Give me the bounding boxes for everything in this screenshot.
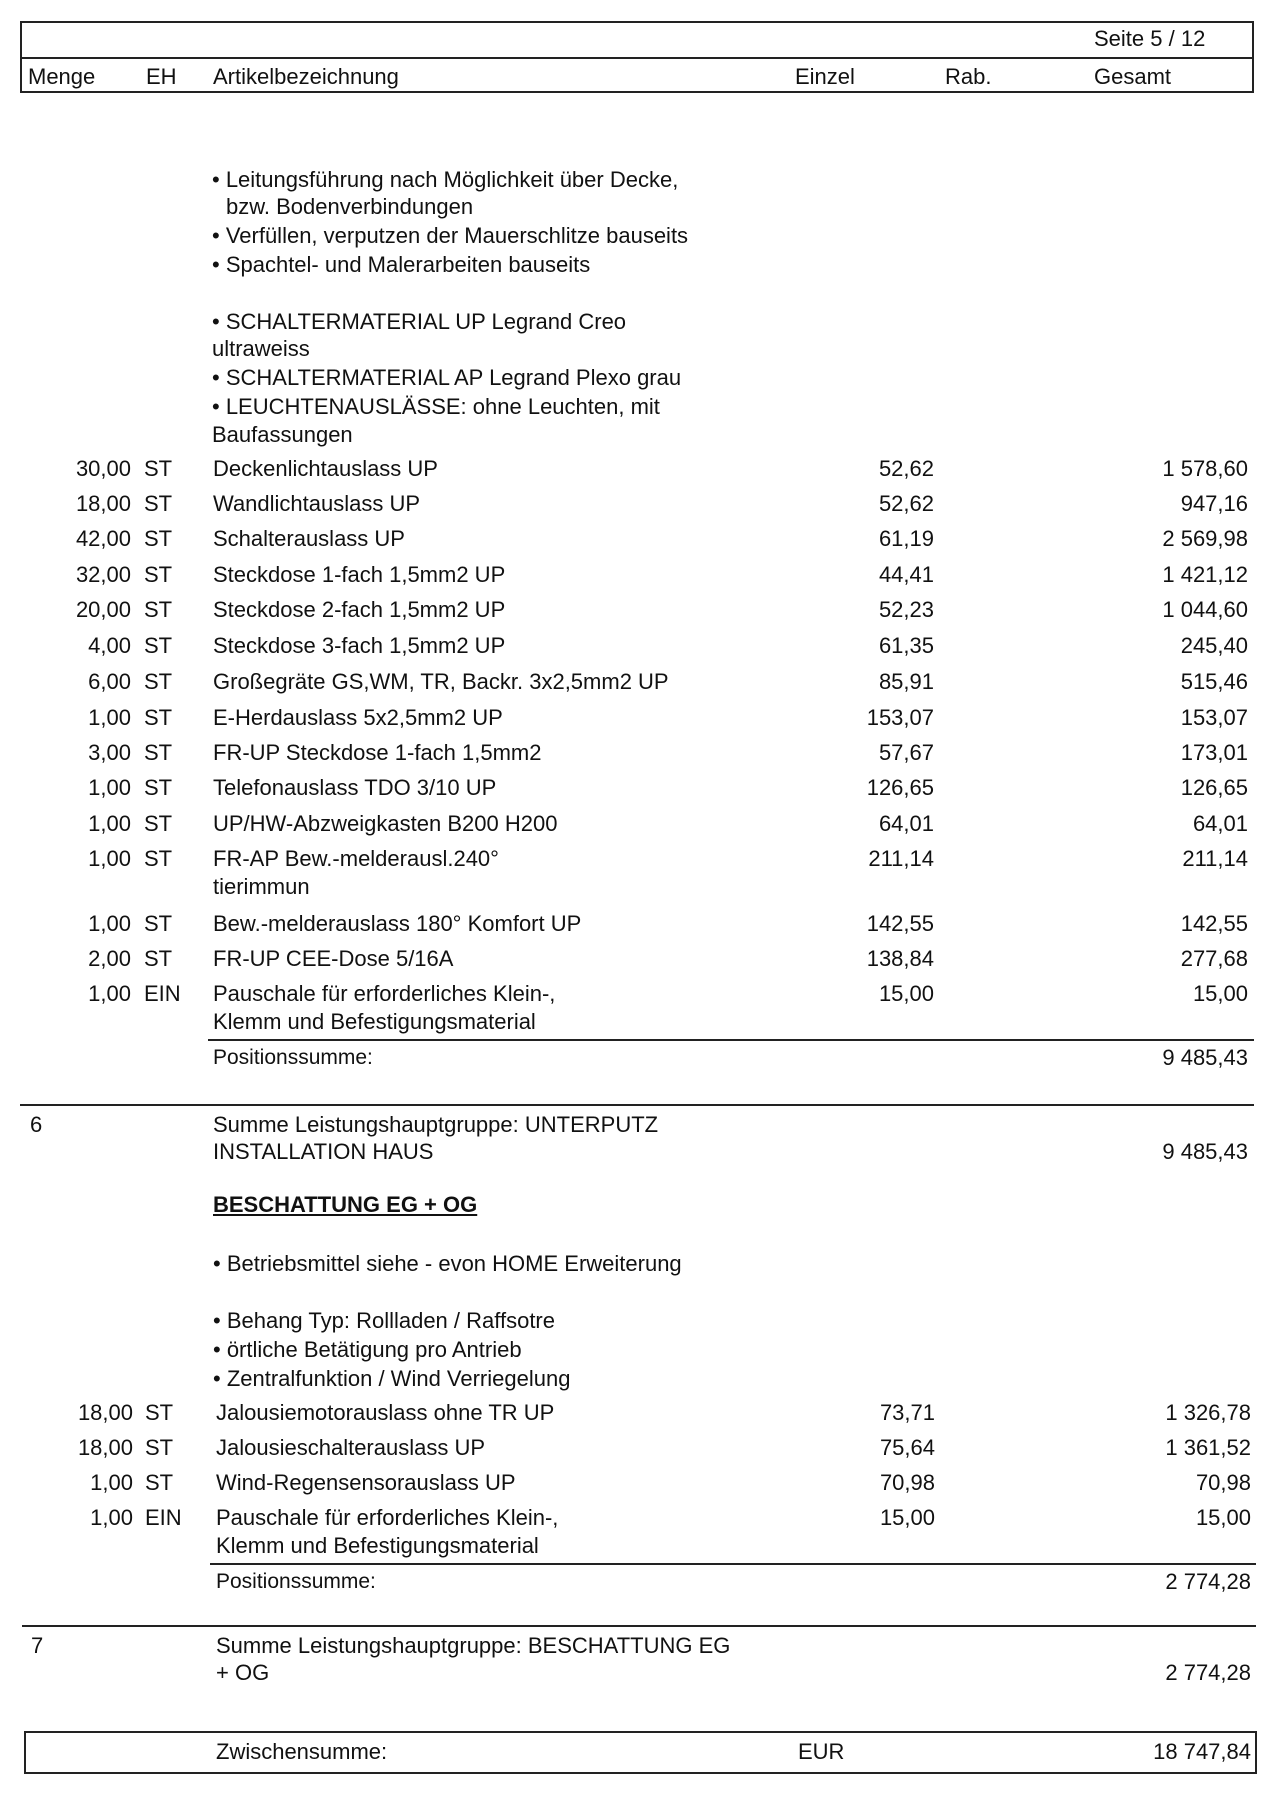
item-description: Jalousieschalterauslass UP — [216, 1435, 486, 1460]
item-quantity: 1,00 — [88, 705, 131, 730]
item-unit-price: 153,07 — [866, 705, 934, 730]
column-header-gesamt: Gesamt — [1094, 64, 1172, 89]
group-divider — [20, 1104, 1254, 1106]
item-unit: ST — [144, 705, 173, 730]
column-header-menge: Menge — [28, 64, 96, 89]
note-line: • Leitungsführung nach Möglichkeit über Decke, — [212, 167, 679, 192]
item-description: Jalousiemotorauslass ohne TR UP — [216, 1400, 555, 1425]
item-quantity: 30,00 — [75, 456, 131, 481]
item-total: 173,01 — [1180, 740, 1248, 765]
item-description-line2: tierimmun — [213, 874, 310, 899]
column-header-artikel: Artikelbezeichnung — [213, 64, 399, 89]
subtotal-label: Zwischensumme: — [216, 1739, 388, 1764]
item-quantity: 1,00 — [88, 981, 131, 1006]
subtotal-divider — [210, 1563, 1256, 1565]
position-sum-value: 2 774,28 — [1165, 1569, 1251, 1594]
item-quantity: 1,00 — [90, 1505, 133, 1530]
item-unit-price: 61,35 — [878, 633, 934, 658]
item-description-line2: Klemm und Befestigungsmaterial — [213, 1009, 536, 1034]
item-unit: ST — [144, 562, 173, 587]
item-unit-price: 52,62 — [878, 491, 934, 516]
item-quantity: 3,00 — [88, 740, 131, 765]
note-line: • örtliche Betätigung pro Antrieb — [213, 1337, 522, 1362]
item-description: Pauschale für erforderliches Klein-, — [213, 981, 556, 1006]
item-unit-price: 61,19 — [878, 526, 934, 551]
item-quantity: 18,00 — [75, 491, 131, 516]
group-sum-label-line2: + OG — [216, 1660, 270, 1685]
position-sum-label: Positionssumme: — [213, 1046, 373, 1069]
item-description: E-Herdauslass 5x2,5mm2 UP — [213, 705, 503, 730]
note-line: • Spachtel- und Malerarbeiten bauseits — [212, 252, 591, 277]
note-line: • Zentralfunktion / Wind Verriegelung — [213, 1366, 571, 1391]
item-description: FR-UP Steckdose 1-fach 1,5mm2 — [213, 740, 542, 765]
position-sum-value: 9 485,43 — [1162, 1045, 1248, 1070]
position-sum-label: Positionssumme: — [216, 1570, 376, 1593]
item-total: 2 569,98 — [1162, 526, 1248, 551]
item-quantity: 6,00 — [88, 669, 131, 694]
item-description: Steckdose 1-fach 1,5mm2 UP — [213, 562, 506, 587]
item-total: 142,55 — [1180, 911, 1248, 936]
group-sum-label: Summe Leistungshauptgruppe: UNTERPUTZ — [213, 1112, 659, 1137]
item-total: 1 578,60 — [1162, 456, 1248, 481]
item-total: 1 421,12 — [1162, 562, 1248, 587]
note-line: • SCHALTERMATERIAL UP Legrand Creo — [212, 309, 627, 334]
subtotal-divider — [208, 1039, 1254, 1041]
column-header-eh: EH — [146, 64, 177, 89]
note-line: • Betriebsmittel siehe - evon HOME Erweiterung — [213, 1251, 682, 1276]
item-unit-price: 73,71 — [879, 1400, 935, 1425]
item-total: 15,00 — [1195, 1505, 1251, 1530]
group-number: 7 — [31, 1633, 44, 1658]
item-unit: ST — [145, 1400, 174, 1425]
item-total: 515,46 — [1180, 669, 1248, 694]
item-description: FR-UP CEE-Dose 5/16A — [213, 946, 454, 971]
item-description: Großegräte GS,WM, TR, Backr. 3x2,5mm2 UP — [213, 669, 669, 694]
item-unit: ST — [144, 811, 173, 836]
item-description-line2: Klemm und Befestigungsmaterial — [216, 1533, 539, 1558]
item-description: FR-AP Bew.-melderausl.240° — [213, 846, 499, 871]
item-unit: ST — [144, 633, 173, 658]
item-unit: ST — [144, 775, 173, 800]
subtotal-value: 18 747,84 — [1153, 1739, 1251, 1764]
item-quantity: 32,00 — [75, 562, 131, 587]
item-quantity: 1,00 — [88, 775, 131, 800]
item-quantity: 1,00 — [88, 811, 131, 836]
item-unit: ST — [145, 1435, 174, 1460]
note-line: • Behang Typ: Rollladen / Raffsotre — [213, 1308, 555, 1333]
item-total: 126,65 — [1180, 775, 1248, 800]
item-unit-price: 142,55 — [866, 911, 934, 936]
note-line: Baufassungen — [212, 422, 353, 447]
item-unit-price: 15,00 — [879, 1505, 935, 1530]
item-quantity: 4,00 — [88, 633, 131, 658]
item-total: 947,16 — [1180, 491, 1248, 516]
item-unit-price: 126,65 — [866, 775, 934, 800]
item-description: Deckenlichtauslass UP — [213, 456, 438, 481]
item-unit-price: 64,01 — [878, 811, 934, 836]
item-unit-price: 44,41 — [878, 562, 934, 587]
item-quantity: 18,00 — [77, 1400, 133, 1425]
note-line: bzw. Bodenverbindungen — [226, 194, 474, 219]
group-sum-label: Summe Leistungshauptgruppe: BESCHATTUNG EG — [216, 1633, 731, 1658]
item-total: 70,98 — [1195, 1470, 1251, 1495]
item-unit-price: 85,91 — [878, 669, 934, 694]
group-divider — [22, 1625, 1256, 1627]
item-total: 1 326,78 — [1165, 1400, 1251, 1425]
group-sum-value: 2 774,28 — [1165, 1660, 1251, 1685]
item-unit-price: 15,00 — [878, 981, 934, 1006]
item-unit: EIN — [144, 981, 181, 1006]
item-total: 277,68 — [1180, 946, 1248, 971]
group-sum-label-line2: INSTALLATION HAUS — [213, 1139, 434, 1164]
subtotal-box — [24, 1731, 1257, 1774]
item-total: 1 361,52 — [1165, 1435, 1251, 1460]
item-unit-price: 57,67 — [878, 740, 934, 765]
item-total: 245,40 — [1180, 633, 1248, 658]
item-unit-price: 52,62 — [878, 456, 934, 481]
note-line: • SCHALTERMATERIAL AP Legrand Plexo grau — [212, 365, 682, 390]
item-unit: ST — [144, 946, 173, 971]
item-quantity: 42,00 — [75, 526, 131, 551]
note-line: ultraweiss — [212, 336, 310, 361]
item-unit-price: 75,64 — [879, 1435, 935, 1460]
item-description: Steckdose 3-fach 1,5mm2 UP — [213, 633, 506, 658]
column-header-einzel: Einzel — [795, 64, 855, 89]
item-description: Wandlichtauslass UP — [213, 491, 421, 516]
page-number: Seite 5 / 12 — [1094, 26, 1206, 51]
item-total: 15,00 — [1192, 981, 1248, 1006]
item-unit-price: 52,23 — [878, 597, 934, 622]
group-sum-value: 9 485,43 — [1162, 1139, 1248, 1164]
item-unit: ST — [144, 491, 173, 516]
item-total: 211,14 — [1182, 846, 1248, 871]
item-unit: EIN — [145, 1505, 182, 1530]
item-quantity: 2,00 — [88, 946, 131, 971]
item-description: Telefonauslass TDO 3/10 UP — [213, 775, 497, 800]
item-unit: ST — [144, 669, 173, 694]
item-total: 64,01 — [1192, 811, 1248, 836]
item-unit: ST — [145, 1470, 174, 1495]
header-divider — [20, 57, 1254, 59]
item-unit: ST — [144, 526, 173, 551]
note-line: • LEUCHTENAUSLÄSSE: ohne Leuchten, mit — [212, 394, 660, 419]
note-line: • Verfüllen, verputzen der Mauerschlitze bauseits — [212, 223, 689, 248]
item-unit: ST — [144, 846, 173, 871]
section-title: BESCHATTUNG EG + OG — [213, 1192, 478, 1217]
item-unit-price: 211,14 — [868, 846, 934, 871]
item-unit-price: 70,98 — [879, 1470, 935, 1495]
item-description: Steckdose 2-fach 1,5mm2 UP — [213, 597, 506, 622]
item-unit: ST — [144, 740, 173, 765]
item-quantity: 20,00 — [75, 597, 131, 622]
item-quantity: 1,00 — [88, 846, 131, 871]
item-total: 1 044,60 — [1162, 597, 1248, 622]
item-unit: ST — [144, 911, 173, 936]
item-unit: ST — [144, 597, 173, 622]
group-number: 6 — [30, 1112, 43, 1137]
item-description: Wind-Regensensorauslass UP — [216, 1470, 516, 1495]
item-quantity: 1,00 — [88, 911, 131, 936]
item-description: UP/HW-Abzweigkasten B200 H200 — [213, 811, 558, 836]
item-quantity: 1,00 — [90, 1470, 133, 1495]
item-total: 153,07 — [1180, 705, 1248, 730]
item-quantity: 18,00 — [77, 1435, 133, 1460]
item-unit: ST — [144, 456, 173, 481]
column-header-rab: Rab. — [945, 64, 992, 89]
currency-label: EUR — [798, 1739, 845, 1764]
item-description: Bew.-melderauslass 180° Komfort UP — [213, 911, 582, 936]
item-unit-price: 138,84 — [866, 946, 934, 971]
item-description: Schalterauslass UP — [213, 526, 405, 551]
item-description: Pauschale für erforderliches Klein-, — [216, 1505, 559, 1530]
